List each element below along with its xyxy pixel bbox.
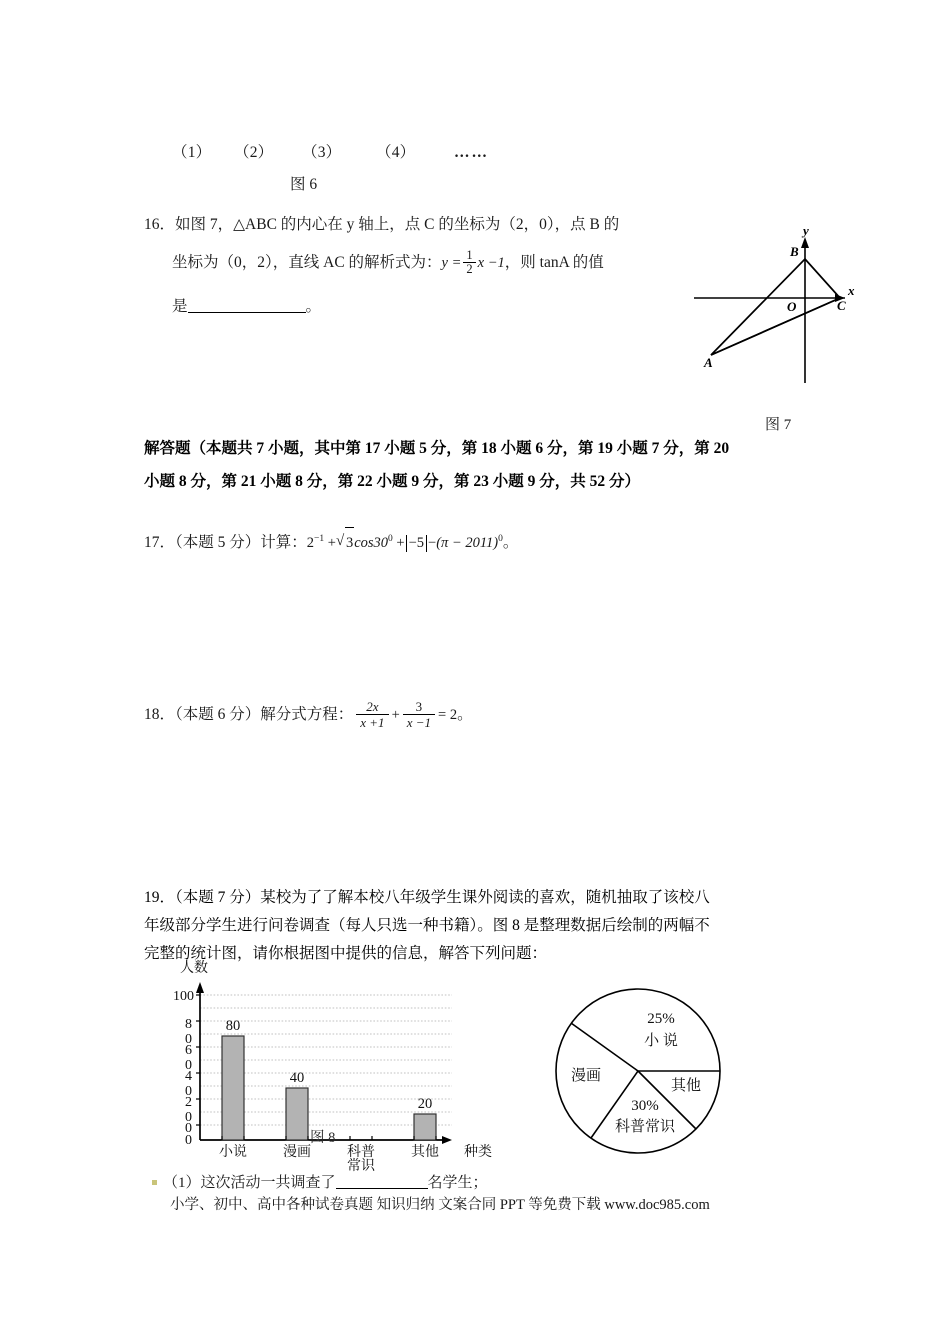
pie-label-xiaoshuo: 小 说 <box>644 1033 678 1049</box>
svg-text:0: 0 <box>185 1133 192 1148</box>
q18-fraction-1-numerator: 2x <box>366 699 379 714</box>
q17-plus-1: + <box>327 534 336 551</box>
pie-label-qita: 其他 <box>670 1078 702 1094</box>
figure7-origin-label: O <box>787 299 797 314</box>
svg-text:0: 0 <box>185 1084 192 1099</box>
q17-radicand: 3 <box>345 527 354 558</box>
figure7-x-axis-label: x <box>848 283 855 298</box>
question-16-answer-blank[interactable] <box>188 297 306 313</box>
bar-value-qita: 20 <box>417 1096 433 1112</box>
footer-watermark <box>170 1190 710 1220</box>
bar-xlabel-kepu-line1: 科普 <box>347 1145 375 1160</box>
question-16-line-1: 16．如图 7，△ABC 的内心在 y 轴上，点 C 的坐标为（2，0），点 B 的 <box>144 216 620 233</box>
figure6-caption: 图 6 <box>290 176 318 193</box>
q17-square-root <box>336 527 354 558</box>
question-16-formula <box>441 248 505 277</box>
formula-tail: x −1 <box>477 255 505 271</box>
formula-numerator: 1 <box>466 248 473 263</box>
question-19-sub-1-prefix: （1）这次活动一共调查了 <box>163 1175 336 1191</box>
pie-percent-xiaoshuo: 25% <box>647 1011 675 1027</box>
q18-equals: = 2 <box>438 707 458 724</box>
bar-value-xiaoshuo: 80 <box>225 1018 241 1034</box>
section-header-line-1: 解答题（本题共 7 小题，其中第 17 小题 5 分，第 18 小题 6 分，第 19 小题 7 分，第 20 <box>144 440 730 457</box>
bar-qita <box>414 1114 436 1140</box>
q17-parenthesis-term: (π − 2011) <box>436 534 499 551</box>
figure6-ellipsis: …… <box>454 144 489 161</box>
q17-plus-2: + <box>396 534 405 551</box>
q17-cos-degree: 0 <box>388 534 393 544</box>
question-16-line-3 <box>172 292 321 322</box>
bar-xlabel-qita: 其他 <box>411 1145 439 1160</box>
pie-chart-figure <box>528 983 768 1168</box>
q17-parenthesis-exponent: 0 <box>498 534 503 544</box>
svg-text:0: 0 <box>185 1058 192 1073</box>
bar-manhua <box>286 1088 308 1140</box>
figure6-item-row <box>172 138 592 168</box>
bar-chart-ytick-100: 100 <box>173 989 194 1004</box>
figure7-point-a-label: A <box>704 355 713 370</box>
bar-xiaoshuo <box>222 1036 244 1140</box>
question-18-equation <box>353 699 458 731</box>
figure7-coordinate-diagram <box>690 215 865 390</box>
q17-cos-term: cos30 <box>354 534 389 551</box>
svg-text:0: 0 <box>185 1110 192 1125</box>
section-header-line-2: 小题 8 分，第 21 小题 8 分，第 22 小题 9 分，第 23 小题 9 分，共 52 分） <box>144 473 641 490</box>
question-17-period: 。 <box>502 533 519 551</box>
bar-chart-y-tick-labels <box>173 989 194 1148</box>
bar-value-manhua: 40 <box>289 1070 305 1086</box>
bar-chart-x-axis-title: 种类 <box>464 1145 492 1160</box>
bar-chart-bars <box>222 1036 436 1140</box>
bar-chart-value-labels <box>226 1018 433 1112</box>
q17-minus: − <box>428 534 437 551</box>
svg-text:2: 2 <box>185 1095 192 1110</box>
question-19-line-2: 年级部分学生进行问卷调查（每人只选一种书籍）。图 8 是整理数据后绘制的两幅不 <box>144 917 710 934</box>
q17-term1-exponent: −1 <box>314 534 325 544</box>
q18-fraction-2-numerator: 3 <box>415 699 423 714</box>
question-16-answer-period: 。 <box>305 298 322 315</box>
q18-fraction-1-denominator: x +1 <box>356 714 388 730</box>
q17-term1: 2 <box>306 534 315 551</box>
q18-fraction-2 <box>403 699 435 731</box>
list-bullet-marker <box>152 1180 157 1185</box>
question-19-sub-1-blank[interactable] <box>336 1173 428 1189</box>
figure6-item-4: （4） <box>376 144 416 161</box>
footer-url[interactable]: www.doc985.com <box>604 1197 710 1213</box>
pie-percent-kepu: 30% <box>631 1098 659 1114</box>
svg-text:8: 8 <box>185 1017 192 1032</box>
figure7-y-axis-label: y <box>803 223 809 238</box>
question-19-sub-1-suffix: 名学生； <box>427 1175 488 1191</box>
q17-absolute-value: −5 <box>406 535 427 552</box>
pie-label-manhua: 漫画 <box>570 1068 602 1084</box>
question-16-line-2 <box>172 248 604 278</box>
question-17-expression <box>307 535 503 551</box>
figure6-item-2: （2） <box>234 144 274 161</box>
question-18-prefix: 18．（本题 6 分）解分式方程： <box>144 706 354 724</box>
bar-chart-y-axis-title: 人数 <box>180 961 208 976</box>
footer-text: 小学、初中、高中各种试卷真题 知识归纳 文案合同 PPT 等免费下载 <box>170 1197 601 1213</box>
question-19-line-1: 19．（本题 7 分）某校为了了解本校八年级学生课外阅读的喜欢，随机抽取了该校八 <box>144 889 710 906</box>
svg-text:0: 0 <box>185 1121 192 1136</box>
figure6-item-3: （3） <box>302 144 342 161</box>
question-16-answer-prefix: 是 <box>172 298 188 315</box>
bar-xlabel-xiaoshuo: 小说 <box>219 1145 247 1160</box>
q18-fraction-1 <box>356 699 388 731</box>
q18-plus: + <box>391 707 400 724</box>
formula-denominator: 2 <box>463 262 475 276</box>
figure6-item-1: （1） <box>172 144 212 161</box>
question-18-period: 。 <box>457 706 473 724</box>
figure7-caption: 图 7 <box>765 417 792 433</box>
svg-text:0: 0 <box>185 1032 192 1047</box>
q18-fraction-2-denominator: x −1 <box>403 714 435 730</box>
svg-text:4: 4 <box>185 1069 192 1084</box>
bar-xlabel-kepu-line2: 常识 <box>347 1159 375 1174</box>
svg-text:6: 6 <box>185 1043 192 1058</box>
question-19-text <box>144 884 834 968</box>
question-18 <box>144 700 473 732</box>
question-17 <box>144 524 518 558</box>
formula-lhs: y = <box>441 255 462 271</box>
question-19-line-3: 完整的统计图，请你根据图中提供的信息，解答下列问题： <box>144 945 548 962</box>
question-17-prefix: 17．（本题 5 分）计算： <box>144 533 307 551</box>
figure7-point-c-label: C <box>837 298 846 313</box>
question-16-line-2-prefix: 坐标为（0，2），直线 AC 的解析式为： <box>172 254 442 271</box>
pie-label-kepu: 科普常识 <box>614 1119 676 1135</box>
figure8-caption: 图 8 <box>310 1130 336 1146</box>
figure7-point-b-label: B <box>790 244 799 259</box>
formula-fraction <box>463 249 475 276</box>
bar-xlabel-manhua: 漫画 <box>283 1145 311 1160</box>
question-16-line-2-suffix: ，则 tanA 的值 <box>504 254 604 271</box>
section-header <box>144 432 844 498</box>
